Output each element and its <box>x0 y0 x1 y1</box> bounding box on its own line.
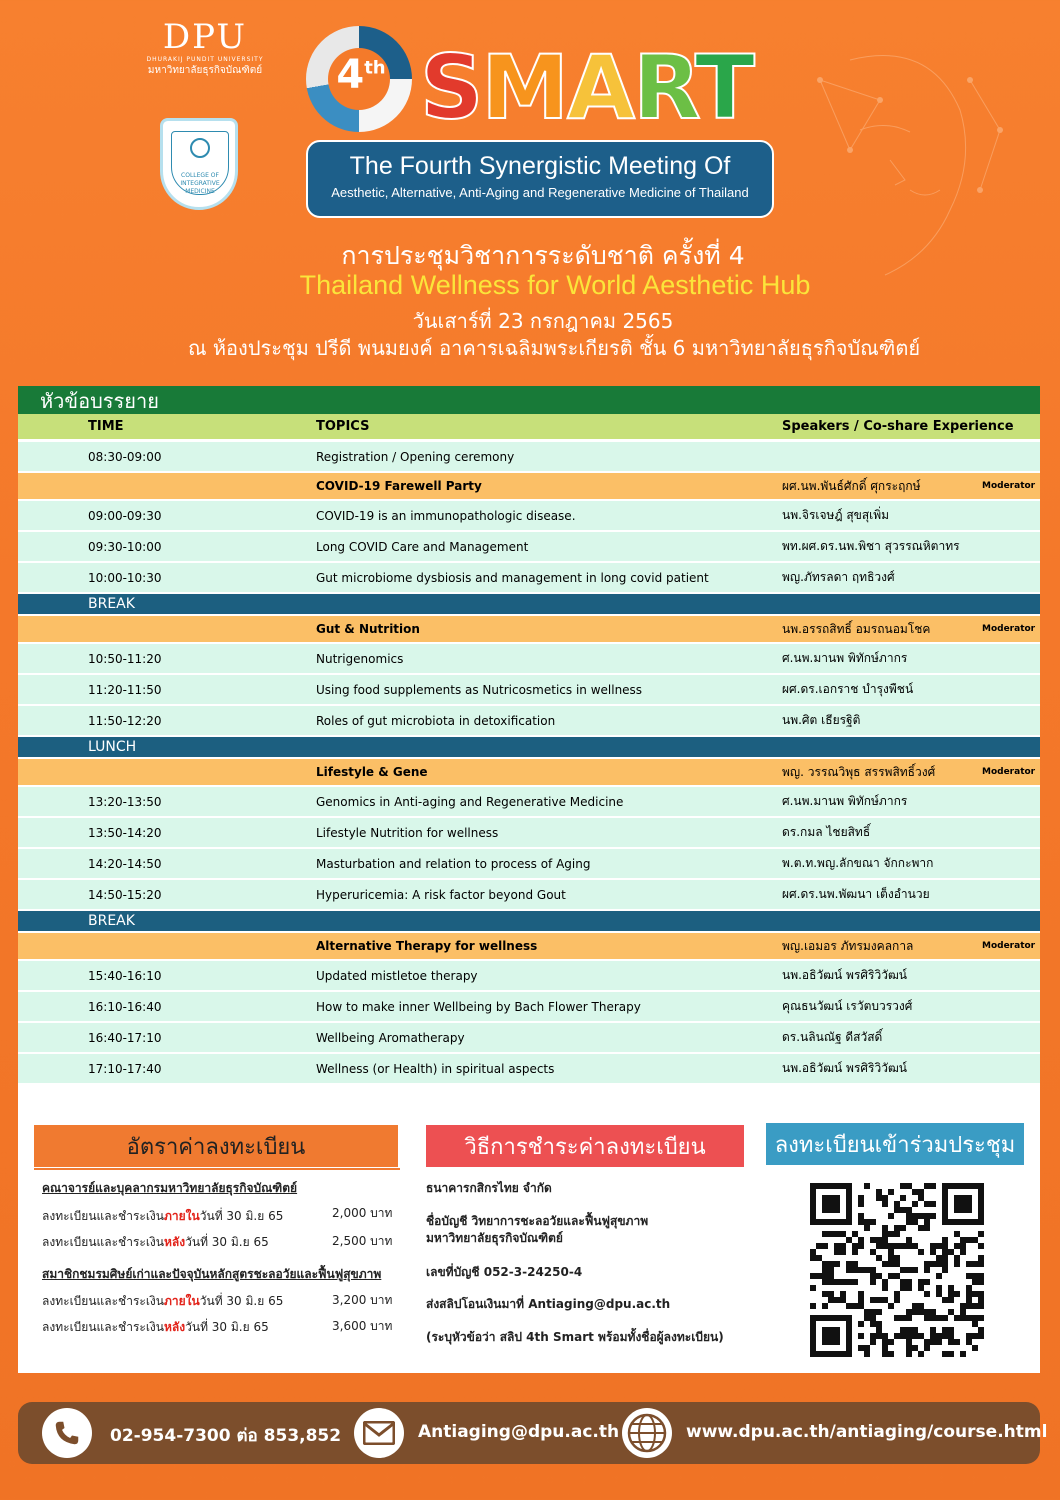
row-time: 17:10-17:40 <box>88 1061 162 1076</box>
schedule-break-row <box>18 594 1040 616</box>
schedule-row <box>18 675 1040 706</box>
payment-account-name-2: มหาวิทยาลัยธุรกิจบัณฑิตย์ <box>426 1231 563 1245</box>
row-moderator-tag: Moderator <box>982 941 1036 951</box>
rate-g1-before: ลงทะเบียนและชำระเงินภายในวันที่ 30 มิ.ย 65 <box>42 1209 284 1223</box>
row-time: 11:50-12:20 <box>88 713 162 728</box>
schedule-row <box>18 1054 1040 1085</box>
schedule-row <box>18 1023 1040 1054</box>
schedule-row <box>18 501 1040 532</box>
row-speaker: นพ.ศิต เธียรฐิติ <box>782 713 861 727</box>
row-time: 14:20-14:50 <box>88 856 162 871</box>
row-topic: Genomics in Anti-aging and Regenerative Medicine <box>316 794 624 809</box>
schedule-session-row <box>18 933 1040 961</box>
schedule-table <box>18 386 1040 1083</box>
title-sub: Aesthetic, Alternative, Anti-Aging and Regenerative Medicine of Thailand <box>331 185 749 200</box>
row-moderator-tag: Moderator <box>982 624 1036 634</box>
edition-badge: 4th <box>306 26 412 132</box>
row-time: 14:50-15:20 <box>88 887 162 902</box>
row-topic: Long COVID Care and Management <box>316 539 529 554</box>
row-speaker: นพ.อธิวัฒน์ พรศิริวิวัฒน์ <box>782 1061 907 1075</box>
theme: Thailand Wellness for World Aesthetic Hub <box>299 270 811 300</box>
row-topic: Updated mistletoe therapy <box>316 968 478 983</box>
row-topic: Gut & Nutrition <box>316 622 420 636</box>
row-time: 08:30-09:00 <box>88 449 162 464</box>
row-time: 16:10-16:40 <box>88 999 162 1014</box>
title-main: The Fourth Synergistic Meeting Of <box>349 152 731 180</box>
rate-g2-after: ลงทะเบียนและชำระเงินหลังวันที่ 30 มิ.ย 65 <box>42 1320 269 1334</box>
row-topic: Lifestyle Nutrition for wellness <box>316 825 499 840</box>
row-speaker: นพ.จิรเจษฎ์ สุขสุเพิ่ม <box>782 508 890 522</box>
event-venue: ณ ห้องประชุม ปรีดี พนมยงค์ อาคารเฉลิมพระเกียรติ ชั้น 6 มหาวิทยาลัยธุรกิจบัณฑิตย์ <box>187 336 921 360</box>
row-time: 13:20-13:50 <box>88 794 162 809</box>
dpu-logo: DPU DHURAKIJ PUNDIT UNIVERSITY มหาวิทยาลัยธุรกิจบัณฑิตย์ <box>146 17 264 76</box>
row-moderator-tag: Moderator <box>982 767 1036 777</box>
row-topic: COVID-19 Farewell Party <box>316 479 482 493</box>
row-topic: How to make inner Wellbeing by Bach Flower Therapy <box>316 999 641 1014</box>
thai-title: การประชุมวิชาการระดับชาติ ครั้งที่ 4 <box>341 241 745 270</box>
payment-title: วิธีการชำระค่าลงทะเบียน <box>426 1125 744 1167</box>
schedule-row <box>18 563 1040 594</box>
rate-group1-title: คณาจารย์และบุคลากรมหาวิทยาลัยธุรกิจบัณฑิตย์ <box>42 1181 298 1195</box>
rate-g2-before: ลงทะเบียนและชำระเงินภายในวันที่ 30 มิ.ย 65 <box>42 1294 284 1308</box>
col-time: TIME <box>88 419 124 434</box>
payment-account-no: เลขที่บัญชี 052-3-24250-4 <box>426 1265 583 1279</box>
break-label: BREAK <box>88 913 135 929</box>
schedule-break-row <box>18 737 1040 759</box>
payment-account-name-1: ชื่อบัญชี วิทยาการชะลอวัยและฟื้นฟูสุขภาพ <box>426 1214 649 1228</box>
smart-letter: S <box>420 36 482 139</box>
info-panel <box>18 1083 1040 1373</box>
row-moderator-tag: Moderator <box>982 481 1036 491</box>
schedule-row <box>18 849 1040 880</box>
row-speaker: พท.ผศ.ดร.นพ.พิชา สุวรรณหิตาทร <box>782 539 960 553</box>
row-speaker: พญ.ภัทรลดา ฤทธิวงศ์ <box>782 570 895 584</box>
rate-g1-after-price: 2,500 บาท <box>332 1234 393 1248</box>
smart-letter: A <box>566 36 634 139</box>
rates-title: อัตราค่าลงทะเบียน <box>34 1125 398 1167</box>
rate-g1-after: ลงทะเบียนและชำระเงินหลังวันที่ 30 มิ.ย 65 <box>42 1235 269 1249</box>
row-time: 10:00-10:30 <box>88 570 162 585</box>
payment-send-slip[interactable]: ส่งสลิปโอนเงินมาที่ Antiaging@dpu.ac.th <box>426 1297 671 1311</box>
schedule-row <box>18 961 1040 992</box>
row-topic: Registration / Opening ceremony <box>316 449 515 464</box>
schedule-session-row <box>18 473 1040 501</box>
row-time: 09:30-10:00 <box>88 539 162 554</box>
row-speaker: พญ.เอมอร ภัทรมงคลกาล <box>782 938 914 953</box>
schedule-session-row <box>18 759 1040 787</box>
row-speaker: นพ.อรรถสิทธิ์ อมรถนอมโชค <box>782 621 931 636</box>
row-topic: Using food supplements as Nutricosmetics in wellness <box>316 682 643 697</box>
schedule-row <box>18 992 1040 1023</box>
row-speaker: พ.ต.ท.พญ.ลักขณา จักกะพาก <box>782 856 934 870</box>
schedule-row <box>18 532 1040 563</box>
row-topic: COVID-19 is an immunopathologic disease. <box>316 508 576 523</box>
col-speakers: Speakers / Co-share Experience <box>782 419 1014 434</box>
event-date: วันเสาร์ที่ 23 กรกฎาคม 2565 <box>412 309 674 333</box>
schedule-row <box>18 644 1040 675</box>
row-speaker: พญ. วรรณวิพุธ สรรพสิทธิ์วงศ์ <box>782 764 936 779</box>
row-speaker: ผศ.นพ.พันธ์ศักดิ์ ศุกระฤกษ์ <box>782 478 921 493</box>
row-speaker: ศ.นพ.มานพ พิทักษ์ภากร <box>782 651 908 665</box>
smart-letter: M <box>481 36 567 139</box>
contact-email[interactable]: Antiaging@dpu.ac.th <box>418 1422 620 1442</box>
envelope-icon <box>354 1408 404 1458</box>
row-speaker: คุณธนวัฒน์ เรวัตบวรวงศ์ <box>782 999 913 1013</box>
qr-code-icon[interactable] <box>810 1183 984 1357</box>
row-topic: Roles of gut microbiota in detoxification <box>316 713 556 728</box>
row-topic: Wellness (or Health) in spiritual aspects <box>316 1061 555 1076</box>
row-time: 11:20-11:50 <box>88 682 162 697</box>
schedule-row <box>18 706 1040 737</box>
schedule-row <box>18 787 1040 818</box>
globe-icon <box>622 1408 672 1458</box>
smart-letter: T <box>694 36 753 139</box>
row-topic: Masturbation and relation to process of Aging <box>316 856 591 871</box>
schedule-section-title: หัวข้อบรรยาย <box>18 386 1040 414</box>
payment-note: (ระบุหัวข้อว่า สลิป 4th Smart พร้อมทั้งชื่อผู้ลงทะเบียน) <box>426 1330 724 1344</box>
schedule-row <box>18 442 1040 473</box>
rate-g2-before-price: 3,200 บาท <box>332 1293 393 1307</box>
schedule-header-row <box>18 414 1040 442</box>
phone-icon <box>42 1408 92 1458</box>
row-speaker: ผศ.ดร.เอกราช บำรุงพืชน์ <box>782 682 914 696</box>
row-speaker: ผศ.ดร.นพ.พัฒนา เต็งอำนวย <box>782 887 930 901</box>
row-topic: Hyperuricemia: A risk factor beyond Gout <box>316 887 566 902</box>
schedule-session-row <box>18 616 1040 644</box>
event-title-box <box>306 140 774 218</box>
break-label: BREAK <box>88 596 135 612</box>
row-topic: Gut microbiome dysbiosis and management in long covid patient <box>316 570 709 585</box>
event-logo-smart <box>420 38 753 138</box>
contact-website[interactable]: www.dpu.ac.th/antiaging/course.html <box>686 1422 1048 1442</box>
schedule-break-row <box>18 911 1040 933</box>
row-time: 13:50-14:20 <box>88 825 162 840</box>
row-speaker: ศ.นพ.มานพ พิทักษ์ภากร <box>782 794 908 808</box>
register-title: ลงทะเบียนเข้าร่วมประชุม <box>766 1123 1024 1165</box>
row-topic: Wellbeing Aromatherapy <box>316 1030 465 1045</box>
college-logo: COLLEGE OF INTEGRATIVE MEDICINE <box>160 118 238 210</box>
row-time: 10:50-11:20 <box>88 651 162 666</box>
rate-g1-before-price: 2,000 บาท <box>332 1206 393 1220</box>
row-speaker: นพ.อธิวัฒน์ พรศิริวิวัฒน์ <box>782 968 907 982</box>
payment-bank: ธนาคารกสิกรไทย จำกัด <box>426 1181 552 1195</box>
smart-letter: R <box>633 36 695 139</box>
row-time: 16:40-17:10 <box>88 1030 162 1045</box>
contact-footer <box>18 1402 1048 1464</box>
row-speaker: ดร.นลินณัฐ ดีสวัสดิ์ <box>782 1030 883 1044</box>
break-label: LUNCH <box>88 739 137 755</box>
col-topics: TOPICS <box>316 419 370 434</box>
header <box>0 0 1060 380</box>
row-topic: Lifestyle & Gene <box>316 765 428 779</box>
schedule-row <box>18 818 1040 849</box>
row-speaker: ดร.กมล ไชยสิทธิ์ <box>782 825 871 839</box>
schedule-row <box>18 880 1040 911</box>
rate-group2-title: สมาชิกชมรมศิษย์เก่าและปัจจุบันหลักสูตรชะลอวัยและฟื้นฟูสุขภาพ <box>42 1267 382 1281</box>
row-time: 09:00-09:30 <box>88 508 162 523</box>
rate-g2-after-price: 3,600 บาท <box>332 1319 393 1333</box>
contact-phone[interactable]: 02-954-7300 ต่อ 853,852 <box>110 1426 342 1446</box>
row-time: 15:40-16:10 <box>88 968 162 983</box>
row-topic: Nutrigenomics <box>316 651 404 666</box>
row-topic: Alternative Therapy for wellness <box>316 939 538 953</box>
